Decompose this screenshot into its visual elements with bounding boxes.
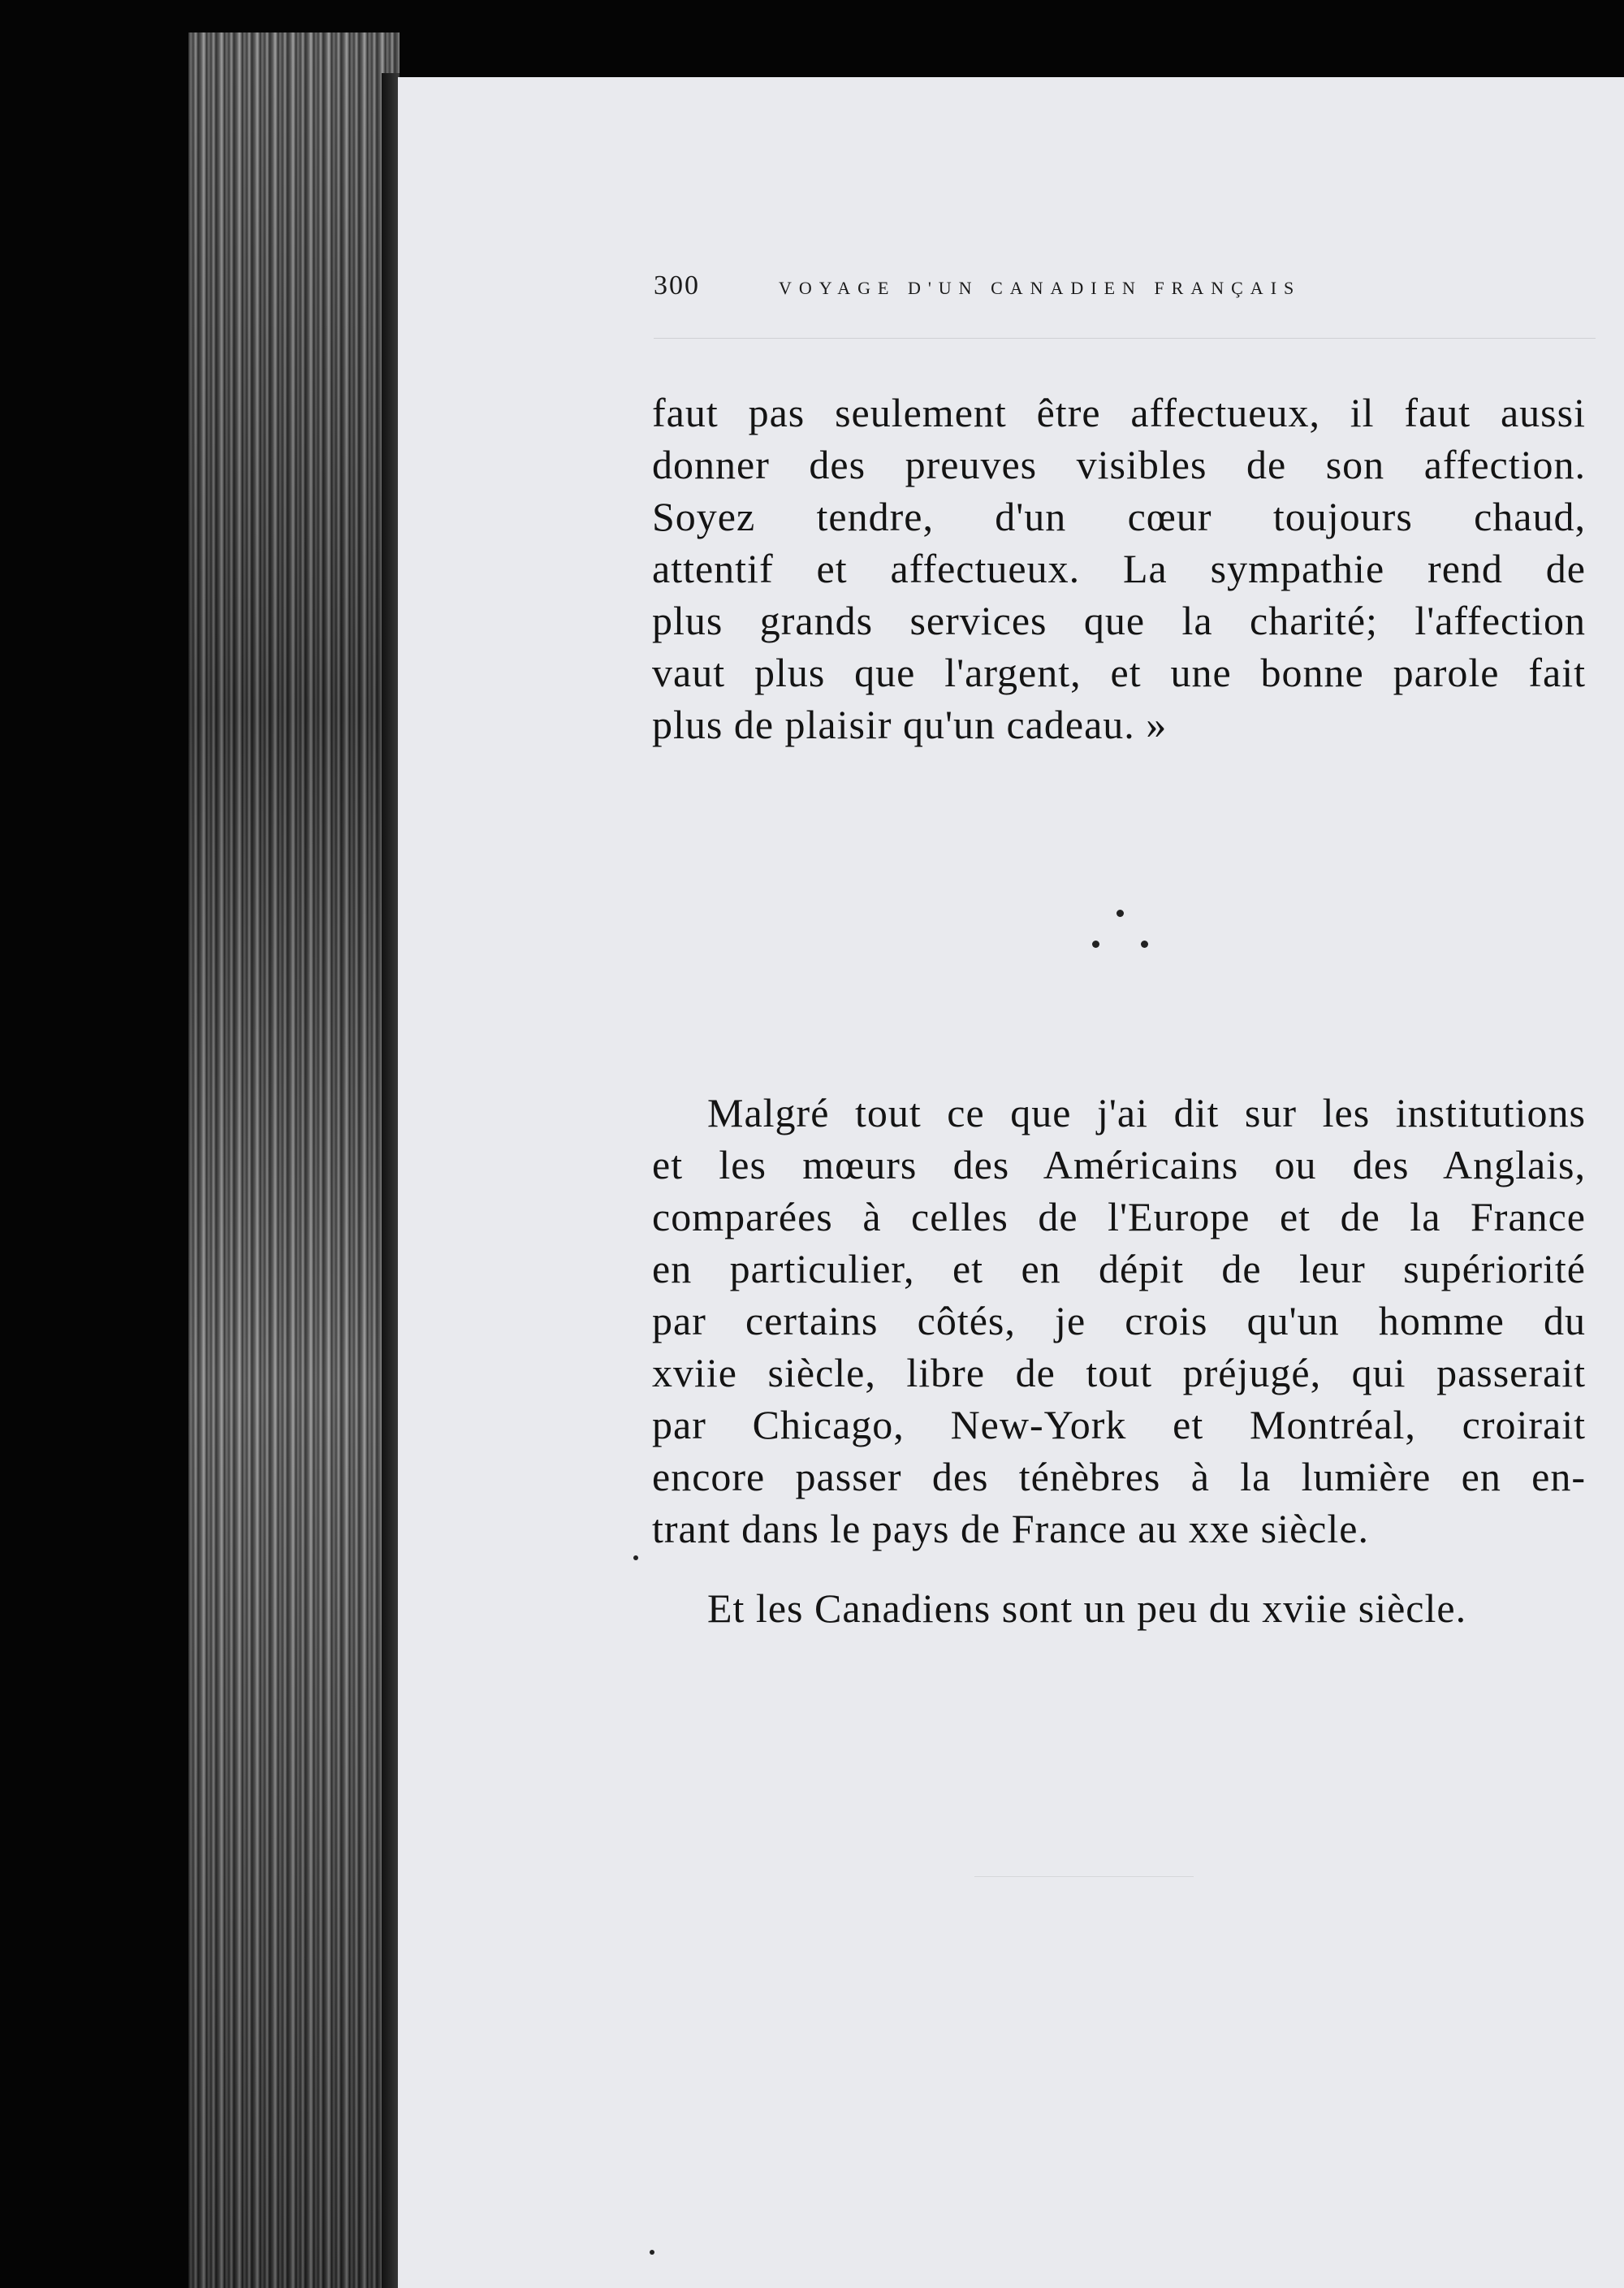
asterism-dot: [1116, 910, 1124, 917]
page-number: 300: [654, 270, 700, 301]
asterism-separator: [1088, 902, 1153, 958]
print-speck: [633, 1555, 638, 1560]
text-line: encore passer des ténèbres à la lumière en en-: [652, 1454, 1586, 1499]
text-line: par certains côtés, je crois qu'un homme du: [652, 1298, 1586, 1343]
asterism-dot: [1141, 941, 1148, 948]
text-line: plus grands services que la charité; l'affection: [652, 598, 1586, 643]
text-line: trant dans le pays de France au xxe siècle.: [652, 1506, 1369, 1551]
print-speck: [650, 2250, 654, 2255]
text-line: plus de plaisir qu'un cadeau. »: [652, 702, 1168, 747]
book-page-edges: [188, 32, 400, 2288]
text-line: vaut plus que l'argent, et une bonne parole fait: [652, 650, 1586, 695]
running-title: VOYAGE D'UN CANADIEN FRANÇAIS: [779, 278, 1302, 298]
running-head: [654, 270, 1612, 311]
text-line: comparées à celles de l'Europe et de la France: [652, 1194, 1586, 1239]
text-line: faut pas seulement être affectueux, il faut aussi: [652, 390, 1586, 435]
text-line: et les mœurs des Américains ou des Anglais,: [652, 1142, 1586, 1187]
header-rule: [654, 338, 1596, 339]
page-gutter-shadow: [382, 73, 400, 2288]
text-line: Et les Canadiens sont un peu du xviie siècle.: [707, 1585, 1467, 1631]
paragraph-main: [652, 1087, 1586, 1555]
asterism-dot: [1092, 941, 1099, 948]
text-line: par Chicago, New-York et Montréal, croirait: [652, 1402, 1586, 1447]
text-line: xviie siècle, libre de tout préjugé, qui passerait: [652, 1350, 1586, 1395]
footer-rule: [974, 1876, 1194, 1877]
paragraph-final: [652, 1582, 1586, 1634]
paragraph-continued: [652, 387, 1586, 750]
text-line: Malgré tout ce que j'ai dit sur les institutions: [707, 1090, 1586, 1135]
text-line: Soyez tendre, d'un cœur toujours chaud,: [652, 494, 1586, 539]
text-line: en particulier, et en dépit de leur supériorité: [652, 1246, 1586, 1291]
text-line: attentif et affectueux. La sympathie rend de: [652, 546, 1586, 591]
text-line: donner des preuves visibles de son affection.: [652, 442, 1586, 487]
